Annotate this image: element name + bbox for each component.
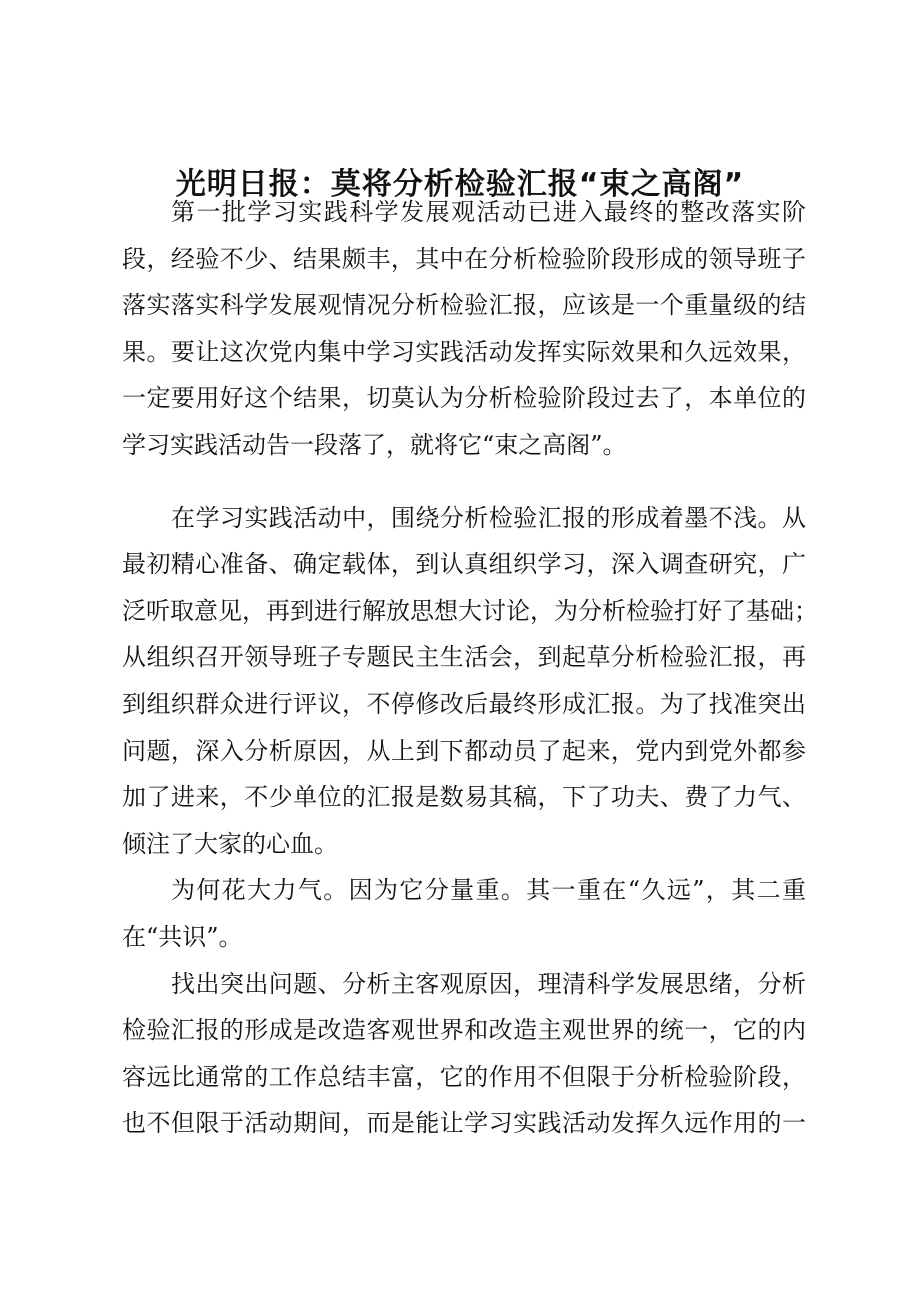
text-line: 学习实践活动告一段落了，就将它“束之高阁”。: [122, 430, 627, 459]
text-line: 在学习实践活动中，围绕分析检验汇报的形成着墨不浅。从: [171, 503, 806, 532]
paragraph-3: [122, 867, 806, 960]
text-line: 落实落实科学发展观情况分析检验汇报，应该是一个重量级的结: [122, 291, 806, 320]
document-title: 光明日报：莫将分析检验汇报“束之高阁”: [175, 167, 745, 202]
text-line: 为何花大力气。因为它分量重。其一重在“久远”，其二重: [171, 876, 806, 905]
text-line: 最初精心准备、确定载体，到认真组织学习，深入调查研究，广: [122, 550, 806, 579]
paragraph-2: [122, 495, 818, 868]
text-line: 第一批学习实践科学发展观活动已进入最终的整改落实阶: [171, 198, 806, 226]
text-line: 段，经验不少、结果颇丰，其中在分析检验阶段形成的领导班子: [122, 244, 806, 273]
text-line: 在“共识”。: [122, 922, 243, 951]
paragraph-4: [122, 961, 806, 1147]
text-line: 一定要用好这个结果，切莫认为分析检验阶段过去了，本单位的: [122, 384, 806, 413]
text-line: 到组织群众进行评议，不停修改后最终形成汇报。为了找准突出: [122, 689, 806, 718]
text-line: 倾注了大家的心血。: [122, 829, 338, 858]
text-line: 容远比通常的工作总结丰富，它的作用不但限于分析检验阶段，: [122, 1062, 806, 1091]
text-line: 果。要让这次党内集中学习实践活动发挥实际效果和久远效果，: [122, 337, 806, 366]
document-body: [122, 189, 818, 1147]
text-line: 找出突出问题、分析主客观原因，理清科学发展思绪，分析: [171, 969, 806, 998]
text-line: 检验汇报的形成是改造客观世界和改造主观世界的统一，它的内: [122, 1016, 806, 1045]
text-line: 也不但限于活动期间，而是能让学习实践活动发挥久远作用的一: [122, 1109, 806, 1138]
text-line: 问题，深入分析原因，从上到下都动员了起来，党内到党外都参: [122, 736, 806, 765]
text-line: 从组织召开领导班子专题民主生活会，到起草分析检验汇报，再: [122, 643, 806, 672]
text-line: 加了进来，不少单位的汇报是数易其稿，下了功夫、费了力气、: [122, 783, 806, 812]
paragraph-1: [122, 189, 806, 469]
text-line: 泛听取意见，再到进行解放思想大讨论，为分析检验打好了基础；: [122, 596, 818, 625]
